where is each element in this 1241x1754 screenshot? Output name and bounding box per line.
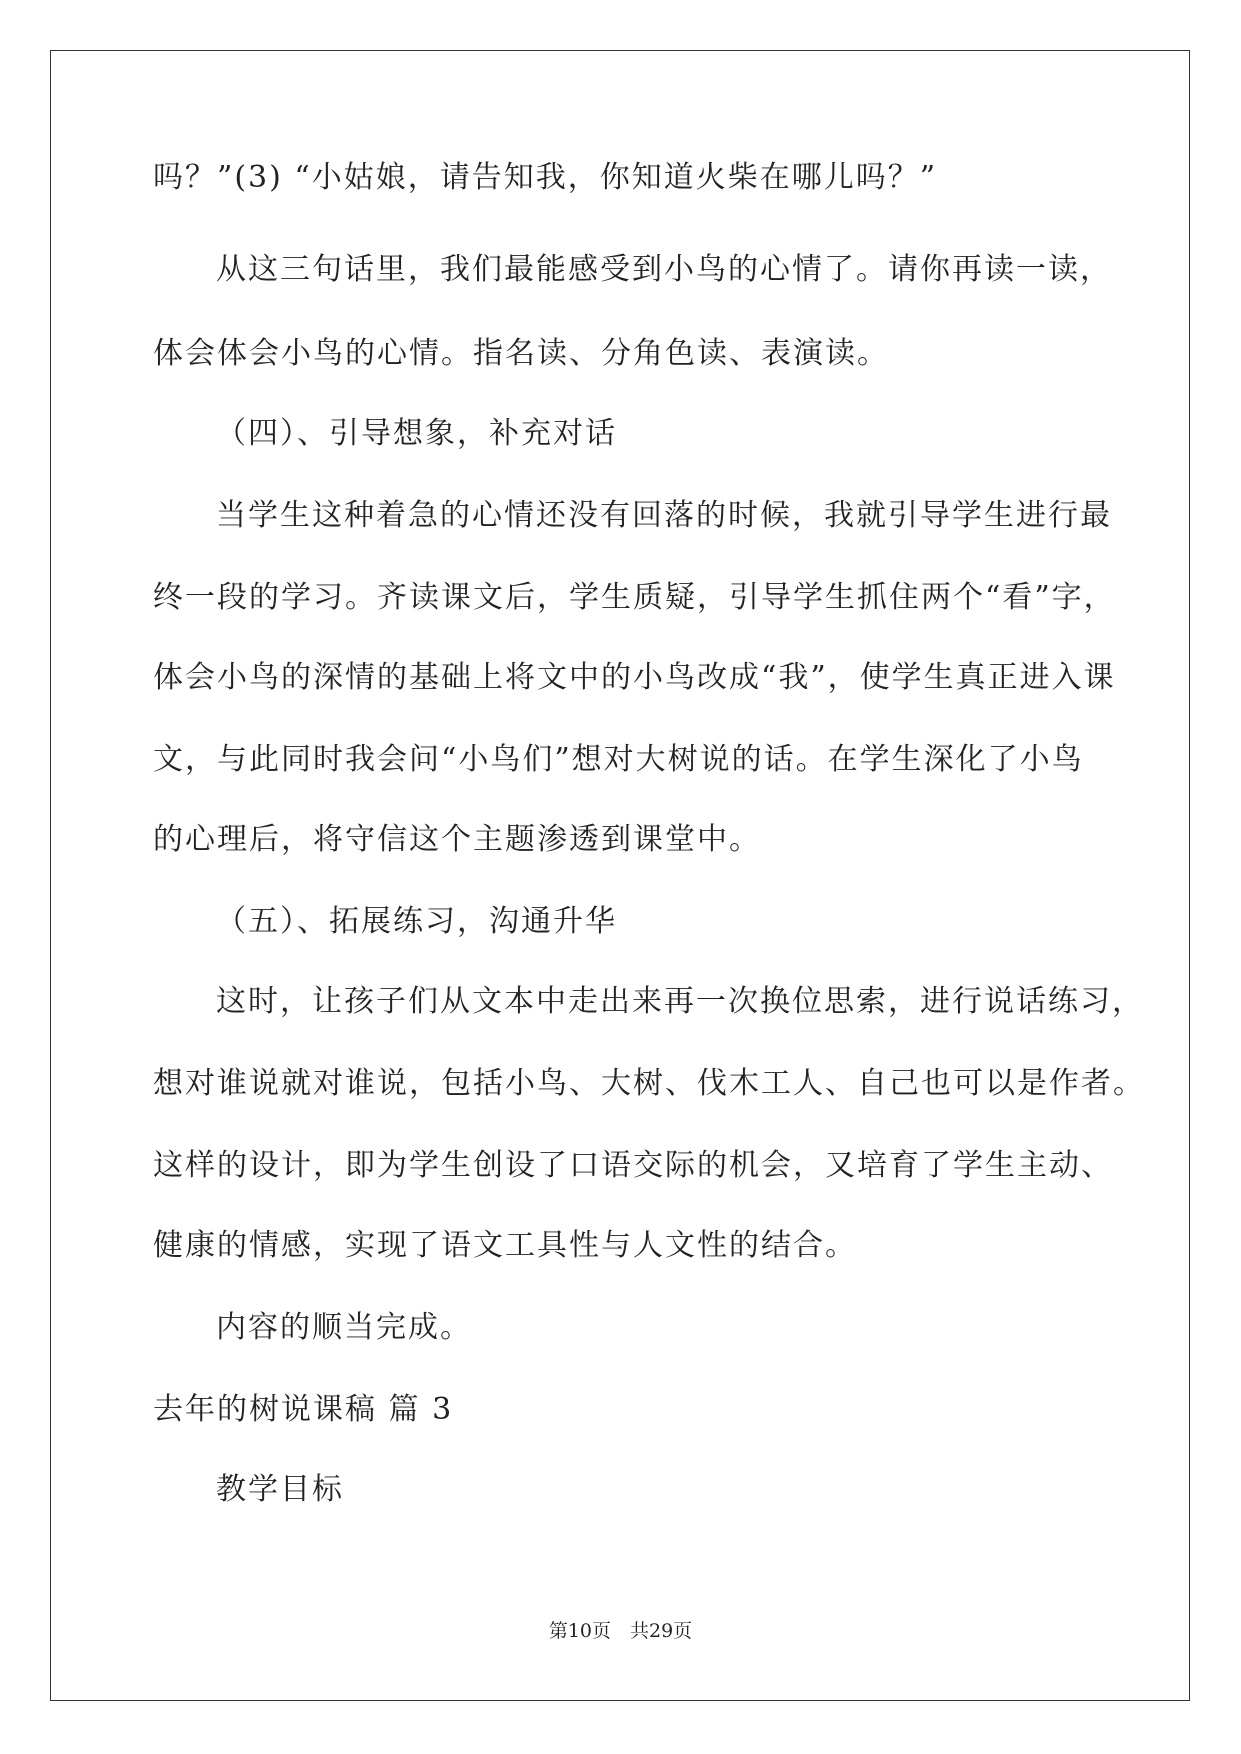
text-line-9: 的心理后，将守信这个主题渗透到课堂中。 [153, 822, 761, 857]
text-line-13: 这样的设计，即为学生创设了口语交际的机会，又培育了学生主动、 [153, 1148, 1113, 1183]
text-line-3: 体会体会小鸟的心情。指名读、分角色读、表演读。 [153, 336, 889, 371]
text-line-2: 从这三句话里，我们最能感受到小鸟的心情了。请你再读一读， [216, 252, 1112, 287]
text-line-5: 当学生这种着急的心情还没有回落的时候，我就引导学生进行最 [216, 498, 1112, 533]
section-title: 去年的树说课稿 篇 3 [153, 1392, 454, 1427]
text-line-8: 文，与此同时我会问“小鸟们”想对大树说的话。在学生深化了小鸟 [153, 742, 1084, 777]
section-heading-4: （四）、引导想象，补充对话 [216, 416, 617, 451]
section-heading-5: （五）、拓展练习，沟通升华 [216, 904, 617, 939]
text-line-14: 健康的情感，实现了语文工具性与人文性的结合。 [153, 1228, 857, 1263]
page-border [50, 50, 1190, 1701]
text-line-1: 吗？”(3) “小姑娘，请告知我，你知道火柴在哪儿吗？” [153, 160, 938, 195]
text-line-12: 想对谁说就对谁说，包括小鸟、大树、伐木工人、自己也可以是作者。 [153, 1066, 1145, 1101]
text-line-6: 终一段的学习。齐读课文后，学生质疑，引导学生抓住两个“看”字， [153, 580, 1116, 615]
subsection-heading: 教学目标 [216, 1472, 344, 1507]
page-number-footer: 第10页 共29页 [548, 1620, 693, 1642]
text-line-11: 这时，让孩子们从文本中走出来再一次换位思索，进行说话练习， [216, 984, 1144, 1019]
text-line-7: 体会小鸟的深情的基础上将文中的小鸟改成“我”，使学生真正进入课 [153, 660, 1116, 695]
text-line-15: 内容的顺当完成。 [216, 1310, 472, 1345]
